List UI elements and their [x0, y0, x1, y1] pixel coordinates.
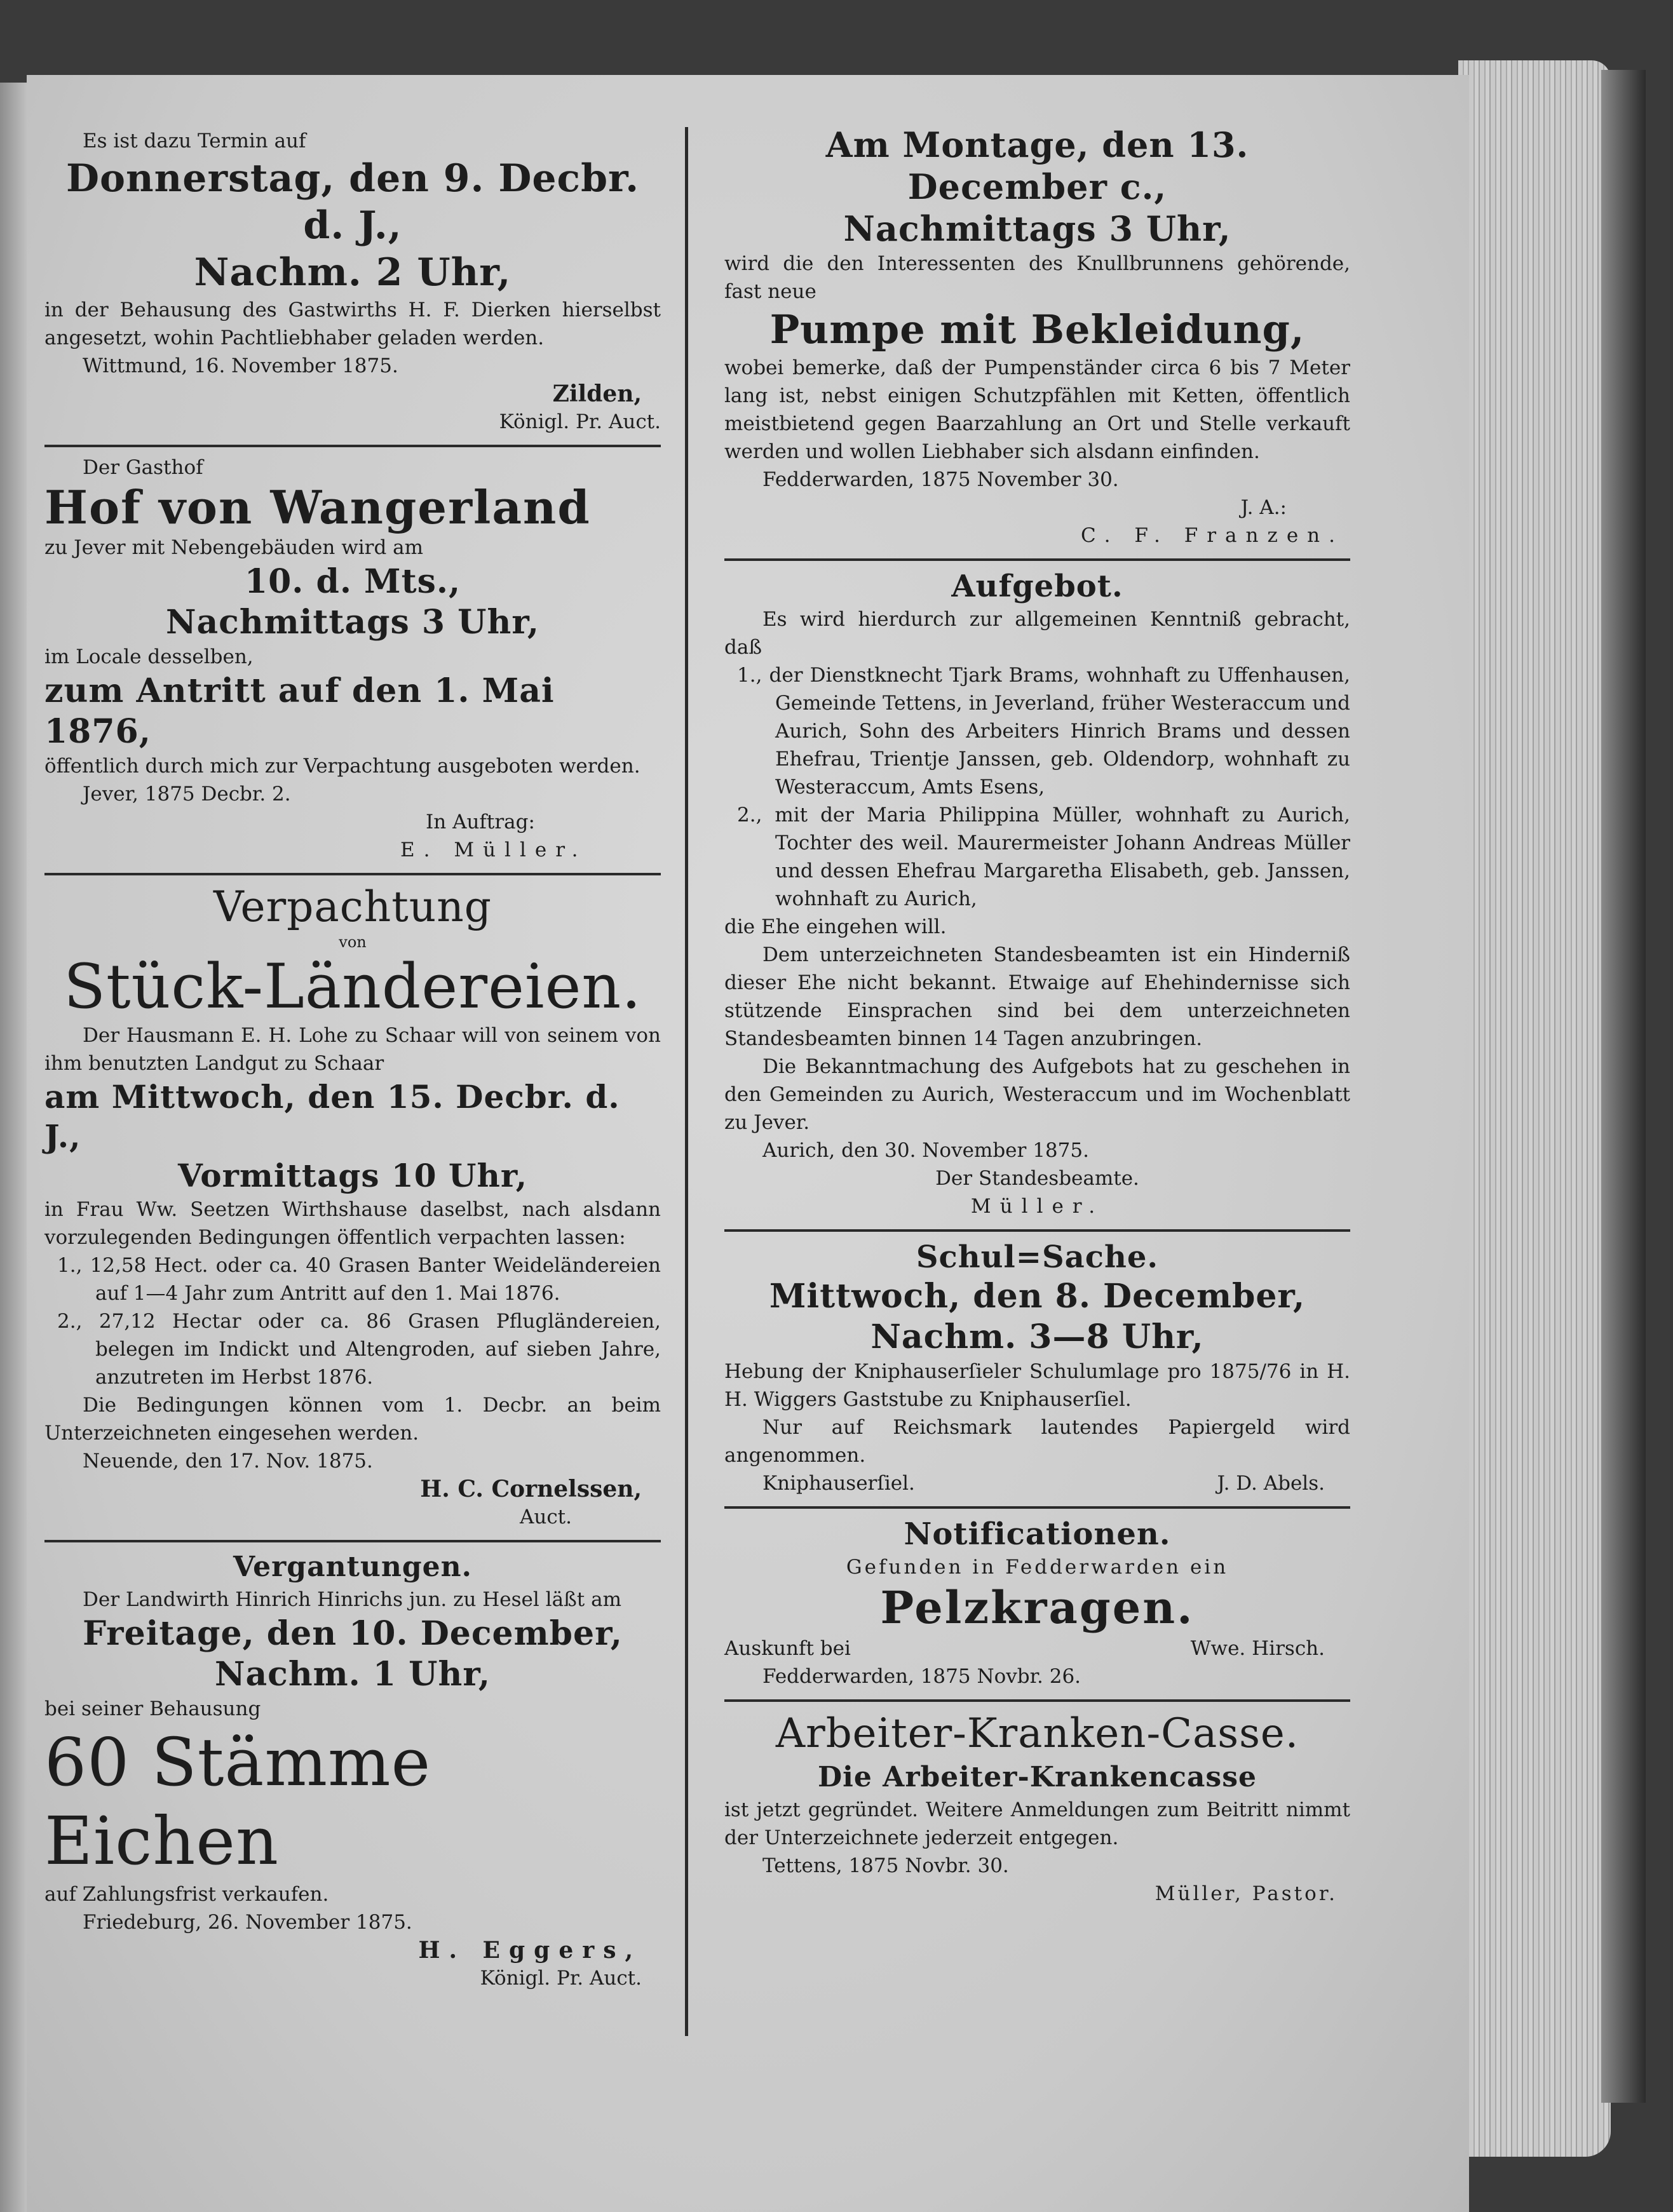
ad4-signature: H. Eggers, [418, 1937, 642, 1964]
r-ad2-item-2: 2., mit der Maria Philippina Müller, wohnhaft zu Aurich, Tochter des weil. Maurermeister Johann Andreas Müller und dessen Ehefrau Margaretha Elisabeth, geb. Janssen, wohnhaft zu Aurich, [737, 804, 1350, 910]
r-ad4-info [724, 1635, 1350, 1662]
ad3-time: Vormittags 10 Uhr, [178, 1157, 527, 1194]
ad-hof-von-wangerland [44, 454, 661, 864]
ad1-intro: Es ist dazu Termin auf [83, 130, 306, 152]
ad2-sign-label: In Auftrag: [426, 811, 535, 833]
ad1-sign-title: Königl. Pr. Auct. [499, 410, 661, 433]
r-ad1-title: Pumpe mit Bekleidung, [769, 306, 1305, 353]
page-edge-shadow [1601, 70, 1646, 2103]
r-ad3-body1: Hebung der Kniphauserſieler Schulumlage pro 1875/76 in H. H. Wiggers Gaststube zu Kniphauserſiel. [724, 1360, 1350, 1411]
r-ad5-subtitle: Die Arbeiter-Krankencasse [818, 1761, 1257, 1793]
ad4-sign-title: Königl. Pr. Auct. [480, 1967, 642, 1990]
ad2-intro: Der Gasthof [83, 456, 203, 479]
ad3-place-date: Neuende, den 17. Nov. 1875. [83, 1450, 373, 1473]
ad2-line3: öffentlich durch mich zur Verpachtung ausgeboten werden. [44, 755, 640, 778]
r-ad2-body1: Es wird hierdurch zur allgemeinen Kenntniß gebracht, daß [724, 608, 1350, 659]
ad-schul-sache [724, 1238, 1350, 1497]
ad4-place-date: Friedeburg, 26. November 1875. [83, 1911, 412, 1934]
r-ad1-date: Am Montage, den 13. December c., [825, 125, 1249, 207]
ad3-item-2: 2., 27,12 Hectar oder ca. 86 Grasen Pflugländereien, belegen im Indickt und Altengroden, auf sieben Jahre, anzutreten im Herbst 1876. [57, 1310, 661, 1389]
ad3-body1: Der Hausmann E. H. Lohe zu Schaar will von seinem von ihm benutzten Landgut zu Schaar [44, 1024, 661, 1075]
divider [724, 1506, 1350, 1509]
r-ad2-body3: Dem unterzeichneten Standesbeamten ist ein Hinderniß dieser Ehe nicht bekannt. Etwaige auf Ehehindernisse sich stützende Einsprachen sind bei dem unterzeichneten Standesbeamten binnen 14 Tagen anzubringen. [724, 943, 1350, 1050]
r-ad1-sign-label: J. A.: [1240, 496, 1287, 519]
ad-aufgebot [724, 567, 1350, 1220]
ad-verpachtung [44, 882, 661, 1531]
right-column [724, 124, 1350, 1908]
r-ad2-body2: die Ehe eingehen will. [724, 915, 947, 938]
r-ad4-info-name: Wwe. Hirsch. [1190, 1637, 1325, 1660]
r-ad4-place-date: Fedderwarden, 1875 Novbr. 26. [762, 1665, 1081, 1688]
previous-page-edge [0, 83, 30, 2212]
divider [44, 1540, 661, 1542]
divider [724, 1229, 1350, 1232]
ad1-place-date: Wittmund, 16. November 1875. [83, 354, 398, 377]
r-ad3-body2: Nur auf Reichsmark lautendes Papiergeld wird angenommen. [724, 1416, 1350, 1467]
r-ad2-item-1: 1., der Dienstknecht Tjark Brams, wohnhaft zu Uffenhausen, Gemeinde Tettens, in Jeverland, früher Westeraccum und Aurich, Sohn des Arbeiters Hinrich Brams und dessen Ehefrau, Trientje Janssen, geb. Oldendorp, wohnhaft zu Westeraccum, Amts Esens, [737, 664, 1350, 799]
r-ad3-title: Schul=Sache. [916, 1239, 1159, 1275]
ad3-von: von [339, 933, 367, 951]
ad4-big: 60 Stämme Eichen [44, 1723, 431, 1880]
ad2-line1: zu Jever mit Nebengebäuden wird am [44, 536, 424, 559]
ad2-signature: E. Müller. [400, 839, 587, 861]
r-ad4-line: Gefunden in Fedderwarden ein [846, 1556, 1229, 1579]
r-ad1-body2: wobei bemerke, daß der Pumpenständer circa 6 bis 7 Meter lang ist, nebst einigen Schutzpfählen mit Ketten, öffentlich meistbietend gegen Baarzahlung an Ort und Stelle verkauft werden und wollen Liebhaber sich alsdann einfinden. [724, 356, 1350, 463]
r-ad1-body1: wird die den Interessenten des Knullbrunnens gehörende, fast neue [724, 252, 1350, 303]
divider [44, 873, 661, 875]
ad-arbeiter-kranken-casse [724, 1708, 1350, 1908]
ad2-date: 10. d. Mts., [244, 562, 461, 601]
ad2-title: Hof von Wangerland [44, 480, 591, 534]
r-ad3-date: Mittwoch, den 8. December, [769, 1277, 1306, 1316]
ad3-title: Verpachtung [213, 882, 492, 931]
divider [724, 1699, 1350, 1702]
r-ad2-place-date: Aurich, den 30. November 1875. [762, 1139, 1089, 1162]
ad3-body2: in Frau Ww. Seetzen Wirthshause daselbst, nach alsdann vorzulegenden Bedingungen öffentlich verpachten lassen: [44, 1198, 661, 1249]
r-ad2-body4: Die Bekanntmachung des Aufgebots hat zu geschehen in den Gemeinden zu Aurich, Westeraccum und im Wochenblatt zu Jever. [724, 1055, 1350, 1134]
r-ad5-title: Arbeiter-Kranken-Casse. [775, 1710, 1299, 1757]
ad3-body3: Die Bedingungen können vom 1. Decbr. an beim Unterzeichneten eingesehen werden. [44, 1394, 661, 1445]
ad2-place-date: Jever, 1875 Decbr. 2. [83, 783, 291, 806]
ad3-item-1: 1., 12,58 Hect. oder ca. 40 Grasen Banter Weideländereien auf 1—4 Jahr zum Antritt auf den 1. Mai 1876. [57, 1254, 661, 1305]
ad3-date: am Mittwoch, den 15. Decbr. d. J., [44, 1078, 620, 1155]
ad1-body: in der Behausung des Gastwirths H. F. Dierken hierselbst angesetzt, wohin Pachtliebhaber geladen werden. [44, 299, 661, 349]
r-ad2-title: Aufgebot. [951, 569, 1123, 604]
column-divider [685, 127, 688, 2036]
ad2-time: Nachmittags 3 Uhr, [165, 603, 540, 642]
r-ad3-footer [724, 1469, 1350, 1497]
ad-pacht-termin [44, 127, 661, 436]
r-ad3-signature: J. D. Abels. [1217, 1472, 1325, 1495]
r-ad5-place-date: Tettens, 1875 Novbr. 30. [762, 1854, 1009, 1877]
r-ad2-sign-label: Der Standesbeamte. [935, 1167, 1139, 1190]
r-ad4-title: Notificationen. [904, 1516, 1171, 1552]
ad3-sign-title: Auct. [519, 1506, 572, 1528]
ad3-subtitle: Stück-Ländereien. [64, 951, 642, 1022]
ad1-time: Nachm. 2 Uhr, [194, 250, 511, 295]
ad2-line2: im Locale desselben, [44, 645, 254, 668]
ad4-body2: auf Zahlungsfrist verkaufen. [44, 1883, 329, 1906]
divider [44, 445, 661, 447]
ad4-title: Vergantungen. [233, 1551, 472, 1583]
r-ad5-signature: Müller, Pastor. [1155, 1882, 1338, 1905]
ad4-date: Freitage, den 10. December, [83, 1614, 623, 1653]
r-ad1-time: Nachmittags 3 Uhr, [843, 208, 1231, 249]
ad4-time: Nachm. 1 Uhr, [214, 1655, 491, 1694]
left-column [44, 127, 661, 1992]
ad1-date: Donnerstag, den 9. Decbr. d. J., [65, 156, 640, 248]
ad-notificationen [724, 1515, 1350, 1690]
r-ad5-body: ist jetzt gegründet. Weitere Anmeldungen zum Beitritt nimmt der Unterzeichnete jederzeit entgegen. [724, 1798, 1350, 1849]
r-ad3-place: Kniphauserſiel. [762, 1472, 915, 1495]
ad4-line: bei seiner Behausung [44, 1697, 261, 1720]
r-ad2-signature: Müller. [970, 1195, 1104, 1218]
ad1-signature: Zilden, [552, 381, 642, 407]
ad4-body1: Der Landwirth Hinrich Hinrichs jun. zu Hesel läßt am [83, 1588, 621, 1611]
ad2-term: zum Antritt auf den 1. Mai 1876, [44, 671, 555, 751]
r-ad4-big: Pelzkragen. [880, 1581, 1195, 1634]
r-ad3-time: Nachm. 3—8 Uhr, [870, 1318, 1204, 1356]
page-stack-edges [1458, 60, 1611, 2157]
ad3-signature: H. C. Cornelssen, [420, 1476, 642, 1502]
r-ad1-signature: C. F. Franzen. [1081, 524, 1344, 547]
ad-vergantungen [44, 1549, 661, 1992]
ad-pumpe [724, 124, 1350, 550]
divider [724, 558, 1350, 561]
r-ad1-place-date: Fedderwarden, 1875 November 30. [762, 468, 1119, 491]
r-ad4-info-label: Auskunft bei [724, 1637, 851, 1660]
